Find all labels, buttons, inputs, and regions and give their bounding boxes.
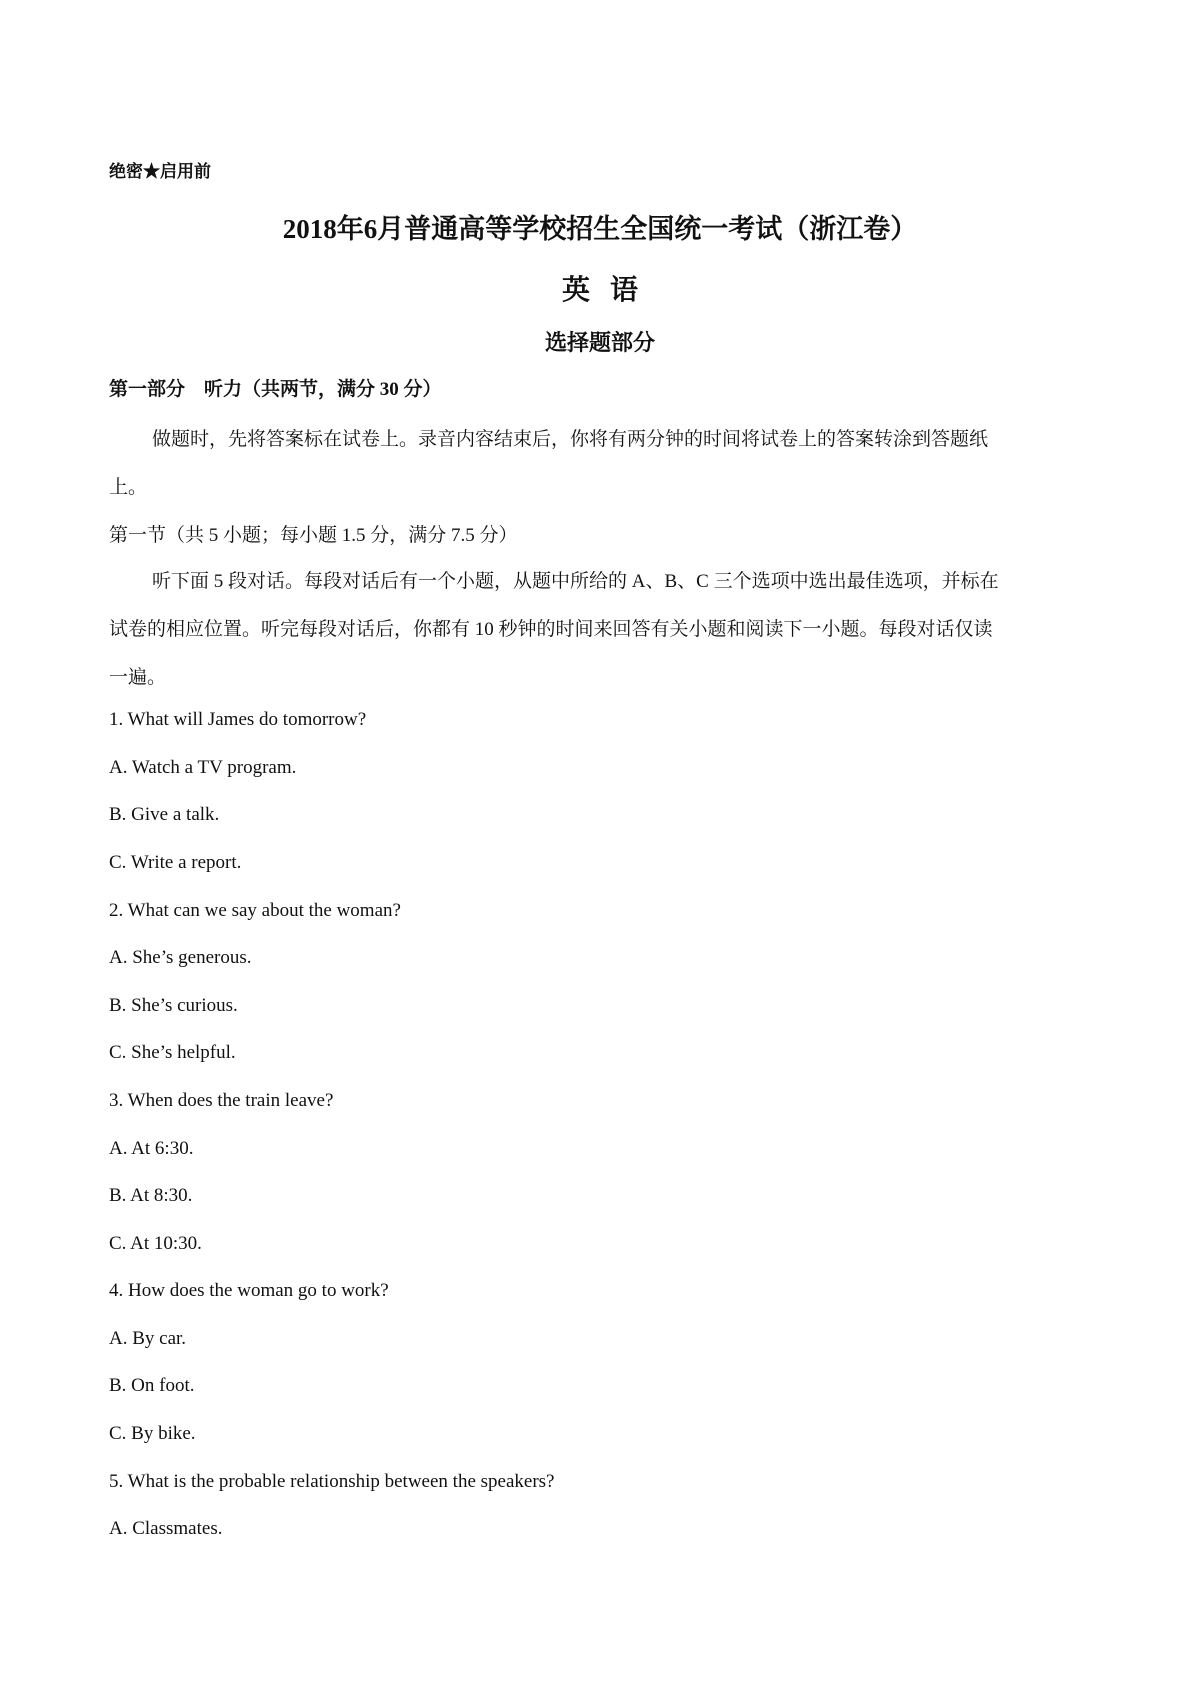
section-heading: 选择题部分 <box>544 330 655 355</box>
answer-option: C. Write a report. <box>109 852 242 873</box>
directions-text-line: 一遍。 <box>109 667 167 688</box>
exam-title: 2018年6月普通高等学校招生全国统一考试（浙江卷） <box>282 214 918 244</box>
answer-option: A. At 6:30. <box>109 1138 194 1159</box>
part-one-heading: 第一部分 听力（共两节，满分 30 分） <box>109 379 442 400</box>
subsection-heading: 第一节（共 5 小题；每小题 1.5 分，满分 7.5 分） <box>109 525 518 546</box>
confidential-mark: 绝密★启用前 <box>109 162 211 181</box>
instruction-text-line: 做题时，先将答案标在试卷上。录音内容结束后，你将有两分钟的时间将试卷上的答案转涂到答题纸 <box>152 429 989 450</box>
answer-option: A. Watch a TV program. <box>109 757 297 778</box>
answer-option: C. By bike. <box>109 1423 196 1444</box>
question-stem: 4. How does the woman go to work? <box>109 1280 389 1301</box>
question-stem: 5. What is the probable relationship between the speakers? <box>109 1471 555 1492</box>
answer-option: A. She’s generous. <box>109 947 252 968</box>
answer-option: A. By car. <box>109 1328 187 1349</box>
directions-text-line: 听下面 5 段对话。每段对话后有一个小题，从题中所给的 A、B、C 三个选项中选出最佳选项，并标在 <box>152 571 999 592</box>
answer-option: B. She’s curious. <box>109 995 238 1016</box>
answer-option: B. Give a talk. <box>109 804 220 825</box>
answer-option: C. She’s helpful. <box>109 1042 236 1063</box>
answer-option: C. At 10:30. <box>109 1233 202 1254</box>
answer-option: B. At 8:30. <box>109 1185 193 1206</box>
answer-option: B. On foot. <box>109 1375 195 1396</box>
subject-title: 英语 <box>561 275 658 306</box>
directions-text-line: 试卷的相应位置。听完每段对话后，你都有 10 秒钟的时间来回答有关小题和阅读下一小题。每段对话仅读 <box>109 619 993 640</box>
instruction-text-line: 上。 <box>109 477 148 498</box>
answer-option: A. Classmates. <box>109 1518 223 1539</box>
question-stem: 3. When does the train leave? <box>109 1090 334 1111</box>
question-stem: 1. What will James do tomorrow? <box>109 709 367 730</box>
question-stem: 2. What can we say about the woman? <box>109 900 401 921</box>
